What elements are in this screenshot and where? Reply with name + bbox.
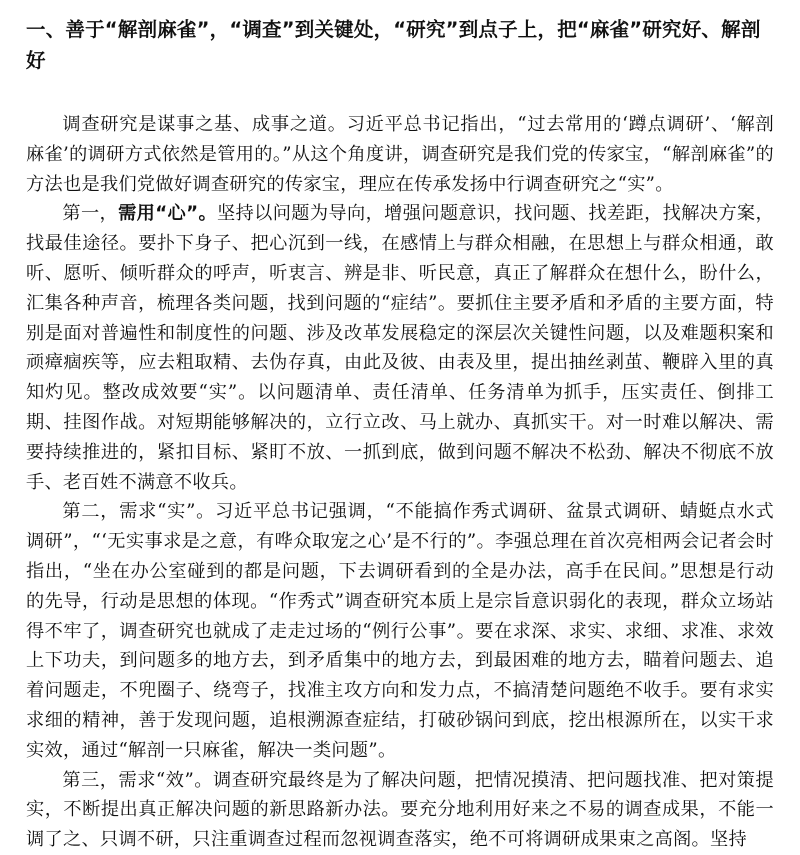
paragraph-lead: 第三，	[62, 769, 119, 791]
paragraph-lead: 第二，	[62, 501, 120, 523]
section-heading: 一、善于“解剖麻雀”，“调查”到关键处，“研究”到点子上，把“麻雀”研究好、解剖好	[26, 18, 761, 72]
paragraph-text: 调查研究是谋事之基、成事之道。习近平总书记指出，“过去常用的‘蹲点调研’、‘解剖麻雀’的调研方式依然是管用的。”从这个角度讲，调查研究是我们党的传家宝，“解剖麻雀”的方法也是我们党做好调查研究的传家宝，理应在传承发扬中行调查研究之“实”。	[26, 114, 774, 195]
paragraph-third-point	[26, 766, 774, 855]
paragraph-intro	[26, 110, 774, 199]
paragraph-second-point	[26, 497, 774, 765]
paragraph-lead: 第一，	[62, 203, 119, 225]
paragraph-emphasis: 需用“心”。	[118, 203, 218, 225]
paragraph-text: 需求“实”。习近平总书记强调，“不能搞作秀式调研、盆景式调研、蜻蜓点水式调研”，“‘无实事求是之意，有哗众取宠之心’是不行的”。李强总理在首次亮相两会记者会时指出，“坐在办公室碰到的都是问题，下去调研看到的全是办法，高手在民间。”思想是行动的先导，行动是思想的体现。“作秀式”调查研究本质上是宗旨意识弱化的表现，群众立场站得不牢了，调查研究也就成了走走过场的“例行公事”。要在求深、求实、求细、求准、求效上下功夫，到问题多的地方去，到矛盾集中的地方去，到最困难的地方去，瞄着问题去、追着问题走，不兜圈子、绕弯子，找准主攻方向和发力点，不搞清楚问题绝不收手。要有求实求细的精神，善于发现问题，追根溯源查症结，打破砂锅问到底，挖出根源所在，以实干求实效，通过“解剖一只麻雀，解决一类问题”。	[26, 501, 774, 761]
paragraph-text: 需求“效”。调查研究最终是为了解决问题，把情况摸清、把问题找准、把对策提实，不断提出真正解决问题的新思路新办法。要充分地利用好来之不易的调查成果，不能一调了之、只调不研，只注重调查过程而忽视调查落实，绝不可将调研成果束之高阁。坚持	[26, 769, 774, 851]
paragraph-first-point	[26, 199, 774, 497]
paragraph-text: 坚持以问题为导向，增强问题意识，找问题、找差距，找解决方案，找最佳途径。要扑下身子、把心沉到一线，在感情上与群众相融，在思想上与群众相通，敢听、愿听、倾听群众的呼声，听衷言、辨是非、听民意，真正了解群众在想什么，盼什么，汇集各种声音，梳理各类问题，找到问题的“症结”。要抓住主要矛盾和矛盾的主要方面，特别是面对普遍性和制度性的问题、涉及改革发展稳定的深层次关键性问题，以及难题积案和顽瘴痼疾等，应去粗取精、去伪存真，由此及彼、由表及里，提出抽丝剥茧、鞭辟入里的真知灼见。整改成效要“实”。以问题清单、责任清单、任务清单为抓手，压实责任、倒排工期、挂图作战。对短期能够解决的，立行立改、马上就办、真抓实干。对一时难以解决、需要持续推进的，紧扣目标、紧盯不放、一抓到底，做到问题不解决不松劲、解决不彻底不放手、老百姓不满意不收兵。	[26, 203, 774, 493]
